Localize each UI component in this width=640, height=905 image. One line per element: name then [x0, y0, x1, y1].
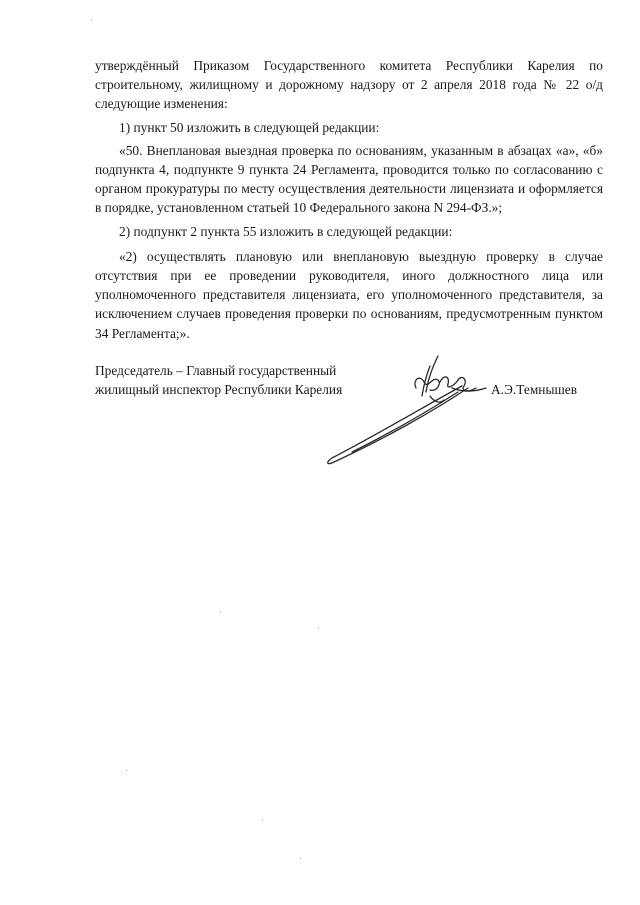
signer-name: А.Э.Темнышев — [491, 382, 578, 397]
scan-speck — [300, 858, 301, 859]
item-2-text: «2) осуществлять плановую или внеплановую выездную проверку в случае отсутствия при ее проведении руководителя, иного должностного лица или уполномоченного представителя лицензиата, его уполномоченного представителя, за исключением случаев проведения проверки по основаниям, предусмотренным пунктом 34 Регламента;». — [95, 248, 603, 341]
item-2-heading: 2) подпункт 2 пункта 55 изложить в следующей редакции: — [119, 223, 453, 239]
scan-speck — [262, 820, 263, 821]
item-1-heading: 1) пункт 50 изложить в следующей редакции: — [119, 119, 380, 135]
scan-speck — [126, 770, 127, 771]
document-body — [95, 56, 603, 343]
position-line-1: Председатель – Главный государственный — [95, 363, 337, 378]
item-1-text: «50. Внеплановая выездная проверка по основаниям, указанным в абзацах «а», «б» подпункта 4, подпункте 9 пункта 24 Регламента, проводится только по согласованию с органом прокуратуры по месту осуществления деятельности лицензиата и оформляется в порядке, установленном статьей 10 Федерального закона N 294-ФЗ.»; — [95, 142, 603, 216]
scan-speck — [220, 612, 221, 613]
handwritten-signature — [312, 352, 502, 470]
intro-paragraph: утверждённый Приказом Государственного комитета Республики Карелия по строительному, жилищному и дорожному надзору от 2 апреля 2018 года № 22 о/д следующие изменения: — [95, 58, 603, 112]
position-line-2: жилищный инспектор Республики Карелия — [95, 382, 343, 398]
scan-speck — [318, 628, 319, 629]
scan-speck — [91, 20, 92, 21]
